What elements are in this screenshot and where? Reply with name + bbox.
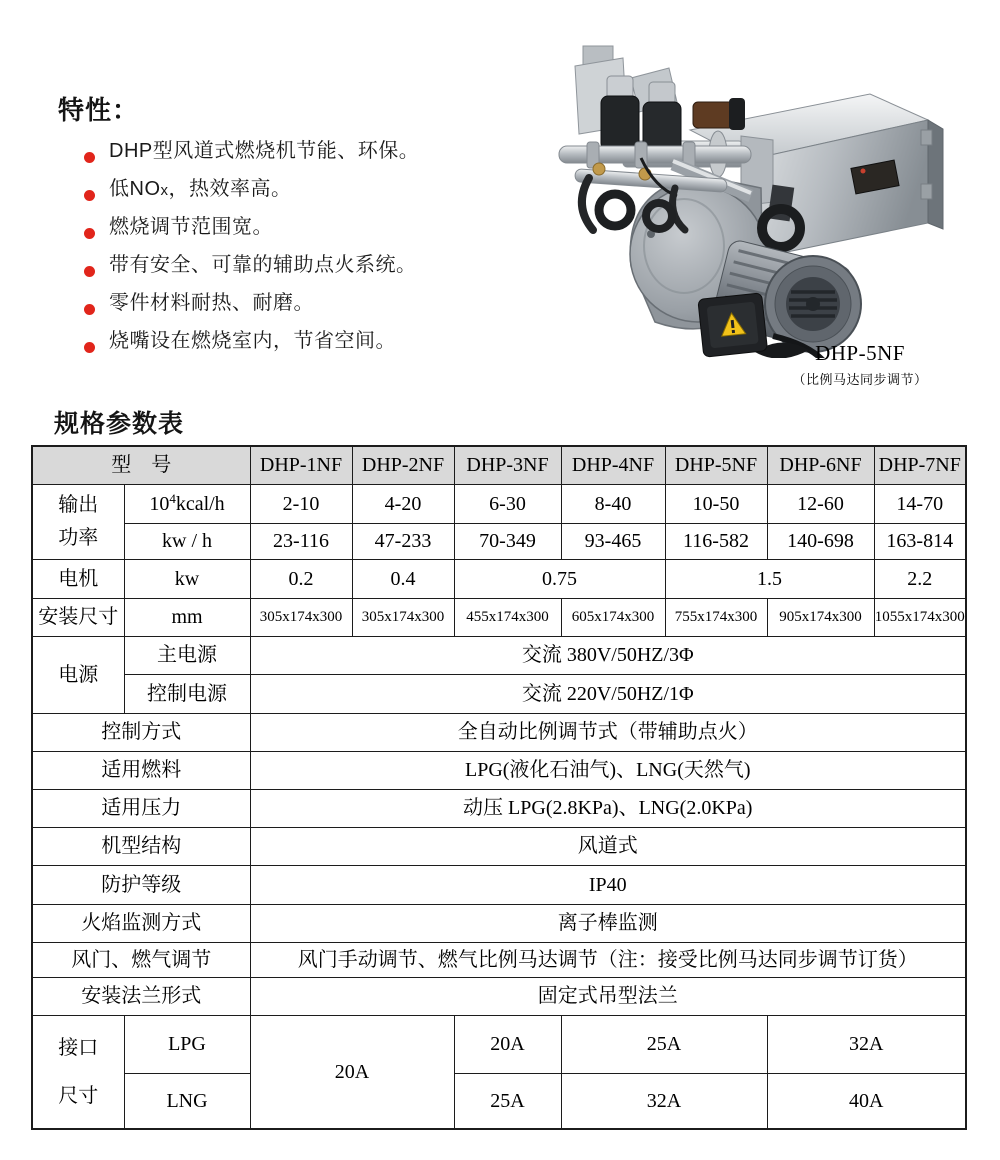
unit-cell: LPG (124, 1015, 250, 1073)
value-cell: 455x174x300 (454, 598, 561, 636)
value-cell: 47-233 (352, 523, 454, 559)
connection-lpg-row (32, 1015, 966, 1073)
value-cell: 4-20 (352, 484, 454, 523)
model-header-cell: 型 号 (32, 446, 250, 484)
value-cell: 25A (561, 1015, 767, 1073)
value-cell: 动压 LPG(2.8KPa)、LNG(2.0KPa) (250, 789, 966, 827)
value-cell: 12-60 (767, 484, 874, 523)
features-heading: 特性： (58, 95, 140, 125)
row-label-dimensions: 安装尺寸 (32, 598, 124, 636)
feature-item: 零件材料耐热、耐磨。 (84, 290, 524, 328)
row-label-output-power: 输出 功率 (32, 484, 124, 559)
row-label-power-supply: 电源 (32, 636, 124, 713)
value-cell: 10-50 (665, 484, 767, 523)
feature-item: 烧嘴设在燃烧室内，节省空间。 (84, 328, 524, 366)
feature-item: 低NOx，热效率高。 (84, 176, 524, 214)
motor-row (32, 559, 966, 598)
model-header-cell: DHP-7NF (874, 446, 966, 484)
model-header-cell: DHP-3NF (454, 446, 561, 484)
unit-cell: mm (124, 598, 250, 636)
bullet-icon (84, 266, 95, 277)
value-cell: 140-698 (767, 523, 874, 559)
value-cell: 风门手动调节、燃气比例马达调节（注：接受比例马达同步调节订货） (250, 942, 966, 977)
value-cell: 905x174x300 (767, 598, 874, 636)
value-cell: 305x174x300 (250, 598, 352, 636)
value-cell: 23-116 (250, 523, 352, 559)
row-label: 适用压力 (32, 789, 250, 827)
control-power-row (32, 674, 966, 713)
value-cell: 交流 380V/50HZ/3Φ (250, 636, 966, 674)
value-cell: 20A (454, 1015, 561, 1073)
value-cell: 2-10 (250, 484, 352, 523)
product-model-caption: DHP-5NF (815, 341, 905, 365)
dimensions-row (32, 598, 966, 636)
product-sub-caption: （比例马达同步调节） (792, 372, 928, 387)
value-cell: 1055x174x300 (874, 598, 966, 636)
value-cell: 116-582 (665, 523, 767, 559)
control-mode-row (32, 713, 966, 751)
row-label: 适用燃料 (32, 751, 250, 789)
row-label: 防护等级 (32, 865, 250, 904)
row-label: 安装法兰形式 (32, 977, 250, 1015)
value-cell: 8-40 (561, 484, 665, 523)
value-cell: 风道式 (250, 827, 966, 865)
value-cell: 0.4 (352, 559, 454, 598)
model-header-cell: DHP-6NF (767, 446, 874, 484)
fuel-row (32, 751, 966, 789)
value-cell: 20A (250, 1015, 454, 1129)
value-cell: 755x174x300 (665, 598, 767, 636)
bullet-icon (84, 190, 95, 201)
value-cell: LPG(液化石油气)、LNG(天然气) (250, 751, 966, 789)
feature-item: 燃烧调节范围宽。 (84, 214, 524, 252)
model-header-cell: DHP-2NF (352, 446, 454, 484)
feature-item: 带有安全、可靠的辅助点火系统。 (84, 252, 524, 290)
row-label: 机型结构 (32, 827, 250, 865)
output-kcal-row (32, 484, 966, 523)
value-cell: 40A (767, 1073, 966, 1129)
feature-item: DHP型风道式燃烧机节能、环保。 (84, 138, 524, 176)
value-cell: 全自动比例调节式（带辅助点火） (250, 713, 966, 751)
unit-cell: LNG (124, 1073, 250, 1129)
row-label-connection: 接口 尺寸 (32, 1015, 124, 1129)
flame-monitor-row (32, 904, 966, 942)
model-header-cell: DHP-5NF (665, 446, 767, 484)
protection-row (32, 865, 966, 904)
unit-cell: 控制电源 (124, 674, 250, 713)
spec-table-title: 规格参数表 (54, 410, 185, 438)
value-cell: 固定式吊型法兰 (250, 977, 966, 1015)
unit-cell: $10^4kcal/h$ (124, 484, 250, 523)
value-cell: 2.2 (874, 559, 966, 598)
value-cell: 605x174x300 (561, 598, 665, 636)
value-cell: 25A (454, 1073, 561, 1129)
model-header-cell: DHP-1NF (250, 446, 352, 484)
value-cell: 14-70 (874, 484, 966, 523)
pressure-row (32, 789, 966, 827)
features-list (84, 138, 524, 366)
bullet-icon (84, 228, 95, 239)
value-cell: 6-30 (454, 484, 561, 523)
main-power-row (32, 636, 966, 674)
unit-cell: kw (124, 559, 250, 598)
structure-row (32, 827, 966, 865)
bullet-icon (84, 304, 95, 315)
connection-lng-row (32, 1073, 966, 1129)
row-label: 控制方式 (32, 713, 250, 751)
row-label-motor: 电机 (32, 559, 124, 598)
bullet-icon (84, 152, 95, 163)
unit-cell: 主电源 (124, 636, 250, 674)
value-cell: 70-349 (454, 523, 561, 559)
value-cell: 1.5 (665, 559, 874, 598)
output-kw-row (32, 523, 966, 559)
value-cell: 交流 220V/50HZ/1Φ (250, 674, 966, 713)
value-cell: 32A (561, 1073, 767, 1129)
model-header-cell: DHP-4NF (561, 446, 665, 484)
product-caption (745, 341, 975, 388)
row-label: 风门、燃气调节 (32, 942, 250, 977)
burner-product-photo (523, 38, 993, 358)
row-label: 火焰监测方式 (32, 904, 250, 942)
unit-cell: kw / h (124, 523, 250, 559)
value-cell: 305x174x300 (352, 598, 454, 636)
value-cell: 163-814 (874, 523, 966, 559)
flange-row (32, 977, 966, 1015)
bullet-icon (84, 342, 95, 353)
value-cell: 93-465 (561, 523, 665, 559)
value-cell: 32A (767, 1015, 966, 1073)
damper-row (32, 942, 966, 977)
value-cell: 0.75 (454, 559, 665, 598)
value-cell: 0.2 (250, 559, 352, 598)
table-header-row (32, 446, 966, 484)
spec-table (31, 445, 967, 1130)
value-cell: 离子棒监测 (250, 904, 966, 942)
value-cell: IP40 (250, 865, 966, 904)
